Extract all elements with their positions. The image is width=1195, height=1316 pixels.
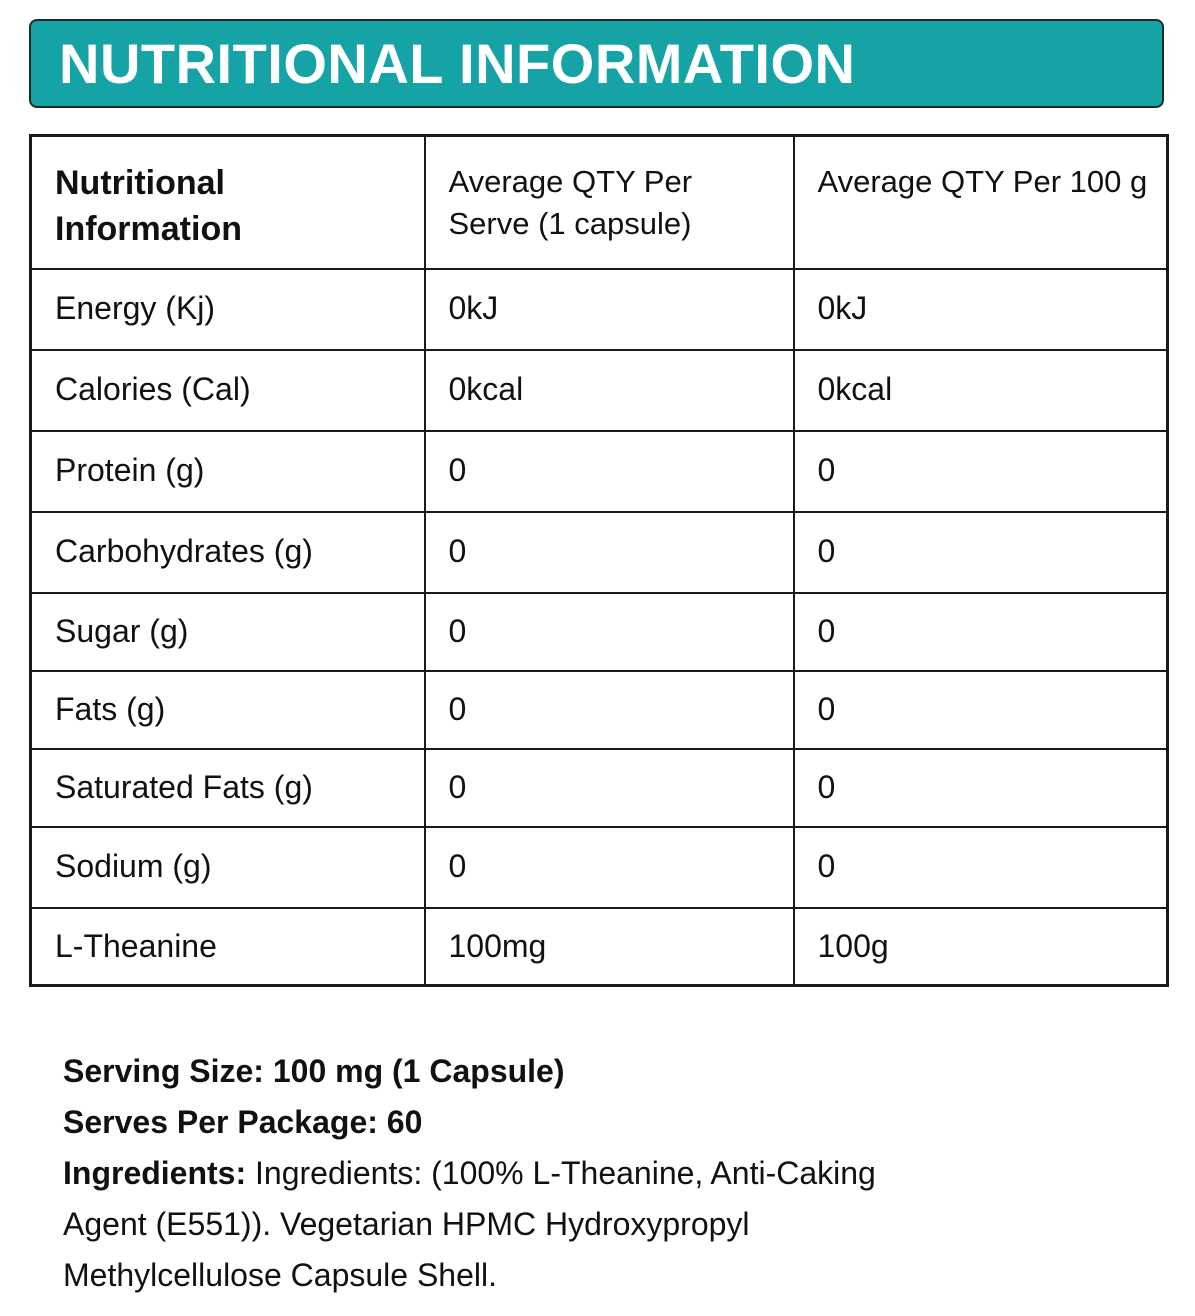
serving-size: Serving Size: 100 mg (1 Capsule) (63, 1053, 565, 1089)
table-row (31, 908, 1168, 986)
per-100g-value: 0 (794, 431, 1168, 512)
nutrient-name: Energy (Kj) (31, 269, 425, 350)
per-100g-value: 0 (794, 671, 1168, 749)
product-details (63, 1046, 963, 1301)
per-serve-value: 100mg (425, 908, 794, 986)
table-row (31, 269, 1168, 350)
nutrient-name: Fats (g) (31, 671, 425, 749)
per-100g-value: 0 (794, 749, 1168, 827)
serves-per-package: Serves Per Package: 60 (63, 1104, 423, 1140)
table-row (31, 350, 1168, 431)
nutrient-name: Calories (Cal) (31, 350, 425, 431)
per-serve-value: 0kcal (425, 350, 794, 431)
per-serve-value: 0 (425, 431, 794, 512)
per-100g-value: 0kJ (794, 269, 1168, 350)
per-serve-value: 0 (425, 749, 794, 827)
table-row (31, 671, 1168, 749)
per-100g-value: 100g (794, 908, 1168, 986)
page-title: NUTRITIONAL INFORMATION (59, 31, 856, 95)
nutrient-name: L-Theanine (31, 908, 425, 986)
header-nutrient: Nutritional Information (31, 136, 425, 269)
ingredients (63, 1148, 963, 1301)
table-row (31, 512, 1168, 593)
nutrient-name: Saturated Fats (g) (31, 749, 425, 827)
per-serve-value: 0kJ (425, 269, 794, 350)
per-100g-value: 0 (794, 512, 1168, 593)
table-row (31, 431, 1168, 512)
table-row (31, 749, 1168, 827)
per-serve-value: 0 (425, 512, 794, 593)
header-per-serve: Average QTY Per Serve (1 capsule) (425, 136, 794, 269)
nutrient-name: Sodium (g) (31, 827, 425, 908)
title-banner (29, 19, 1164, 108)
per-serve-value: 0 (425, 671, 794, 749)
per-100g-value: 0kcal (794, 350, 1168, 431)
table-row (31, 827, 1168, 908)
nutrient-name: Sugar (g) (31, 593, 425, 671)
nutrient-name: Protein (g) (31, 431, 425, 512)
nutrient-name: Carbohydrates (g) (31, 512, 425, 593)
per-100g-value: 0 (794, 827, 1168, 908)
per-100g-value: 0 (794, 593, 1168, 671)
table-row (31, 593, 1168, 671)
nutrition-table (29, 134, 1169, 987)
per-serve-value: 0 (425, 827, 794, 908)
ingredients-text: Ingredients: (100% L-Theanine, Anti-Caking Agent (E551)). Vegetarian HPMC Hydroxypropyl Methylcellulose Capsule Shell. (63, 1155, 876, 1293)
table-header-row (31, 136, 1168, 269)
ingredients-label: Ingredients: (63, 1155, 247, 1191)
header-per-100g: Average QTY Per 100 g (794, 136, 1168, 269)
per-serve-value: 0 (425, 593, 794, 671)
